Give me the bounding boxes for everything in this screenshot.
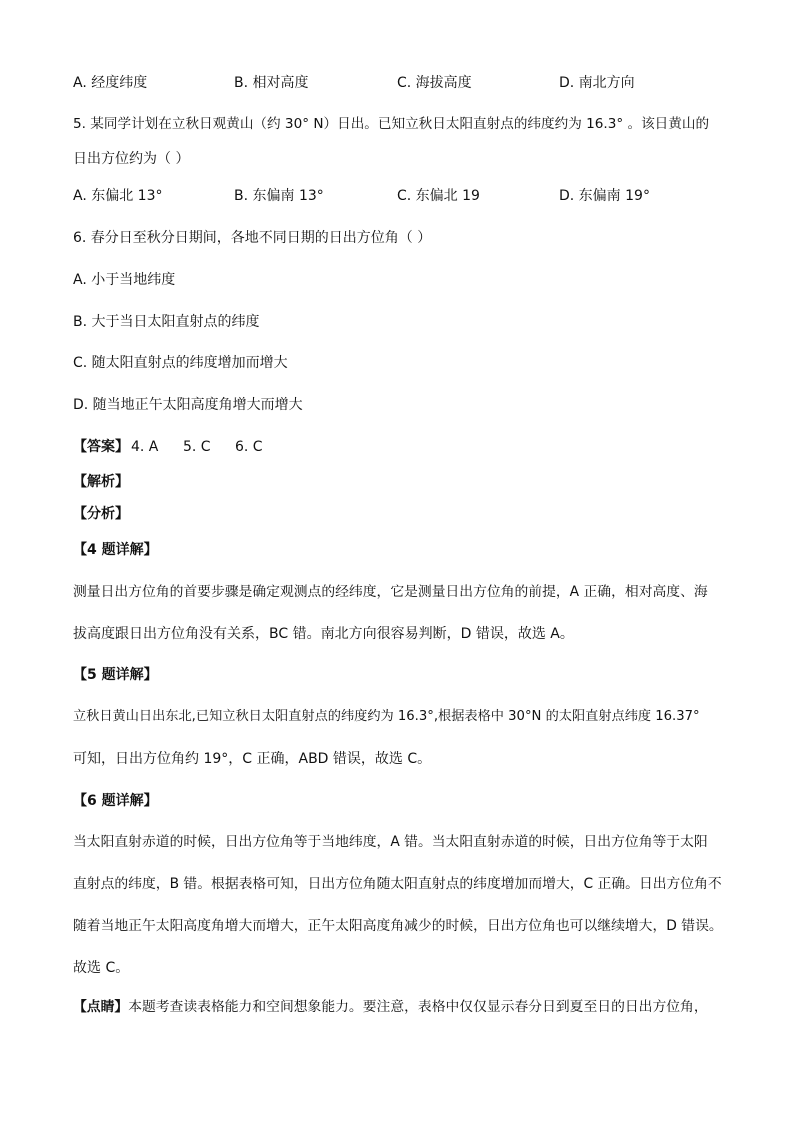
fenxi-label: 【分析】 [73,506,129,522]
d4-line-1: 测量日出方位角的首要步骤是确定观测点的经纬度，它是测量日出方位角的前提，A 正确，相对高度、海 [73,584,708,600]
answer-item-4: 4. A [131,439,159,455]
d4-line-2: 拔高度跟日出方位角没有关系，BC 错。南北方向很容易判断，D 错误，故选 A。 [73,626,574,642]
d6-line-3: 随着当地正午太阳高度角增大而增大，正午太阳高度角减少的时候，日出方位角也可以继续增大，D 错误。 [73,918,723,934]
q5-option-b: B. 东偏南 13° [234,188,324,204]
q4-option-b: B. 相对高度 [234,75,309,91]
dianjing-label: 【点睛】 [73,999,129,1015]
q5-option-c: C. 东偏北 19 [397,188,480,204]
q4-options [0,73,794,93]
d6-label: 【6 题详解】 [73,793,158,809]
answer-item-5: 5. C [183,439,211,455]
q5-option-a: A. 东偏北 13° [73,188,163,204]
answer-item-6: 6. C [235,439,263,455]
analysis-label: 【解析】 [73,474,129,490]
q4-option-d: D. 南北方向 [559,75,635,91]
dianjing-text: 本题考查读表格能力和空间想象能力。要注意，表格中仅仅显示春分日到夏至日的日出方位角， [128,999,708,1015]
q5-stem-line2: 日出方位约为（ ） [73,151,190,167]
d6-line-1: 当太阳直射赤道的时候，日出方位角等于当地纬度，A 错。当太阳直射赤道的时候，日出方位角等于太阳 [73,834,708,850]
d5-label: 【5 题详解】 [73,667,158,683]
q5-options [0,186,794,206]
d5-line-1: 立秋日黄山日出东北,已知立秋日太阳直射点的纬度约为 16.3°,根据表格中 30°N 的太阳直射点纬度 16.37° [73,709,700,724]
q4-option-c: C. 海拔高度 [397,75,472,91]
answer-row [73,437,129,457]
q6-option-a: A. 小于当地纬度 [73,272,176,288]
q5-stem-line1: 5. 某同学计划在立秋日观黄山（约 30° N）日出。已知立秋日太阳直射点的纬度约为 16.3° 。该日黄山的 [73,116,710,132]
q6-option-c: C. 随太阳直射点的纬度增加而增大 [73,355,288,371]
q6-option-d: D. 随当地正午太阳高度角增大而增大 [73,397,303,413]
q4-option-a: A. 经度纬度 [73,75,148,91]
d4-label: 【4 题详解】 [73,542,158,558]
dianjing-row [73,997,708,1017]
d6-line-4: 故选 C。 [73,960,130,976]
d5-line-2: 可知，日出方位角约 19°，C 正确，ABD 错误，故选 C。 [73,751,432,767]
q6-option-b: B. 大于当日太阳直射点的纬度 [73,314,260,330]
answer-label: 【答案】 [73,439,129,455]
d6-line-2: 直射点的纬度，B 错。根据表格可知，日出方位角随太阳直射点的纬度增加而增大，C 正确。日出方位角不 [73,876,722,892]
q5-option-d: D. 东偏南 19° [559,188,650,204]
q6-stem: 6. 春分日至秋分日期间，各地不同日期的日出方位角（ ） [73,230,432,246]
